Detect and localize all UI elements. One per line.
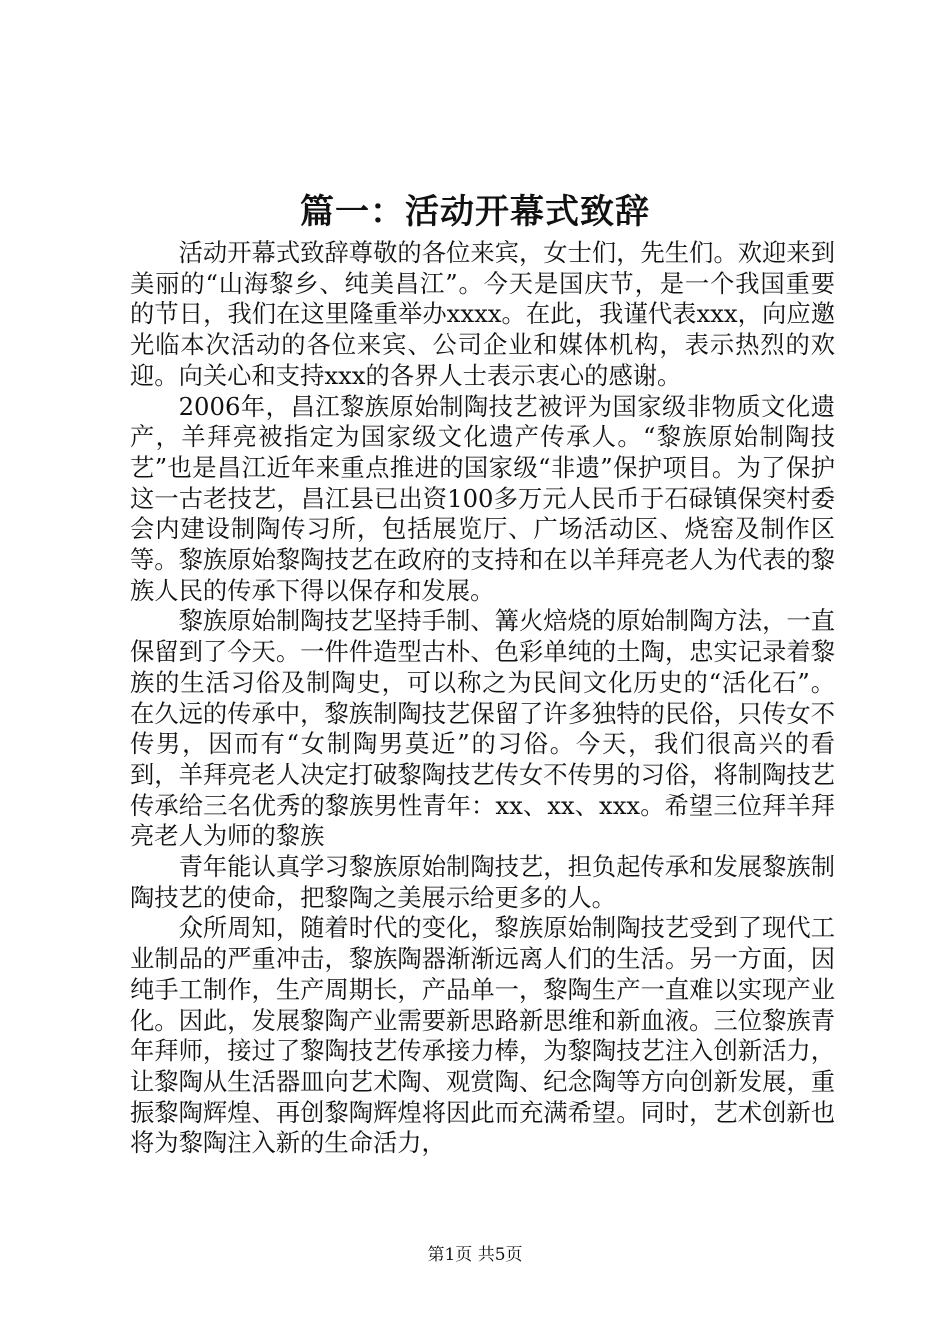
paragraph-4: 青年能认真学习黎族原始制陶技艺，担负起传承和发展黎族制陶技艺的使命，把黎陶之美展示给更多的人。 — [130, 852, 835, 912]
paragraph-3: 黎族原始制陶技艺坚持手制、篝火焙烧的原始制陶方法，一直保留到了今天。一件件造型古朴、色彩单纯的土陶，忠实记录着黎族的生活习俗及制陶史，可以称之为民间文化历史的“活化石”。在久远的传承中，黎族制陶技艺保留了许多独特的民俗，只传女不传男，因而有“女制陶男莫近”的习俗。今天，我们很高兴的看到，羊拜亮老人决定打破黎陶技艺传女不传男的习俗，将制陶技艺传承给三名优秀的黎族男性青年：xx、xx、xxx。希望三位拜羊拜亮老人为师的黎族 — [130, 606, 835, 851]
paragraph-1: 活动开幕式致辞尊敬的各位来宾，女士们，先生们。欢迎来到美丽的“山海黎乡、纯美昌江”。今天是国庆节，是一个我国重要的节日，我们在这里隆重举办xxxx。在此，我谨代表xxx，向应邀光临本次活动的各位来宾、公司企业和媒体机构，表示热烈的欢迎。向关心和支持xxx的各界人士表示衷心的感谢。 — [130, 238, 835, 390]
document-body — [130, 238, 835, 1159]
paragraph-2: 2006年，昌江黎族原始制陶技艺被评为国家级非物质文化遗产，羊拜亮被指定为国家级文化遗产传承人。“黎族原始制陶技艺”也是昌江近年来重点推进的国家级“非遗”保护项目。为了保护这一古老技艺，昌江县已出资100多万元人民币于石碌镇保突村委会内建设制陶传习所，包括展览厅、广场活动区、烧窑及制作区等。黎族原始黎陶技艺在政府的支持和在以羊拜亮老人为代表的黎族人民的传承下得以保存和发展。 — [130, 391, 835, 605]
document-title: 篇一：活动开幕式致辞 — [300, 192, 650, 232]
page-footer: 第1页 共5页 — [427, 1245, 523, 1265]
paragraph-5: 众所周知，随着时代的变化，黎族原始制陶技艺受到了现代工业制品的严重冲击，黎族陶器渐渐远离人们的生活。另一方面，因纯手工制作，生产周期长，产品单一，黎陶生产一直难以实现产业化。因此，发展黎陶产业需要新思路新思维和新血液。三位黎族青年拜师，接过了黎陶技艺传承接力棒，为黎陶技艺注入创新活力，让黎陶从生活器皿向艺术陶、观赏陶、纪念陶等方向创新发展，重振黎陶辉煌、再创黎陶辉煌将因此而充满希望。同时，艺术创新也将为黎陶注入新的生命活力， — [130, 913, 835, 1158]
